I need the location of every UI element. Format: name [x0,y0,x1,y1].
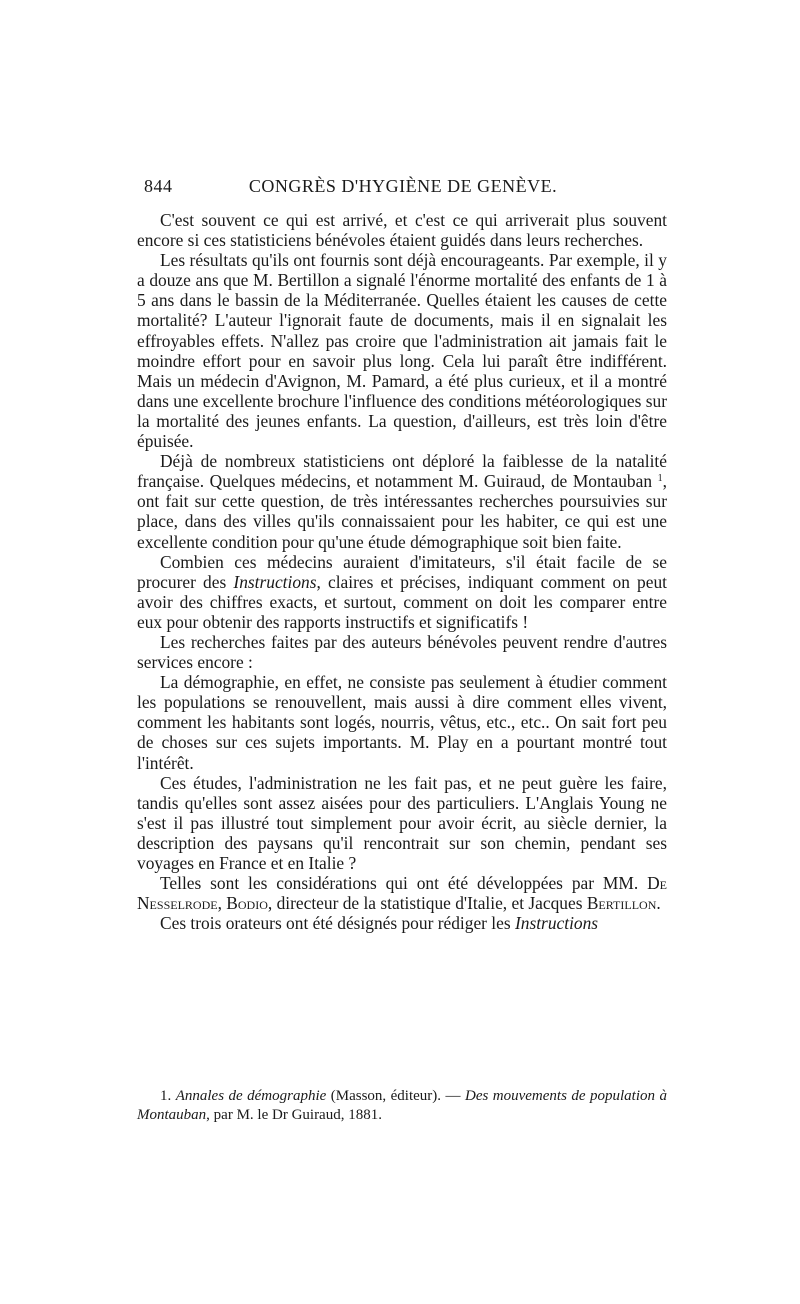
paragraph-8-text-a: Telles sont les considérations qui ont été développées par MM. [160,873,648,894]
footnote-publisher: (Masson, éditeur). — [326,1088,465,1104]
paragraph-8-text-d: . [656,893,661,914]
paragraph-1: C'est souvent ce qui est arrivé, et c'est ce qui arriverait plus souvent encore si ces statisticiens bénévoles étaient guidés dans leurs recherches. [137,210,667,251]
paragraph-4-text-b: , claires et précises, indiquant comment on peut avoir des chiffres exacts, et surtout, comment on doit les comparer entre eux pour obtenir des rapports instructifs et significatifs ! [137,571,667,632]
paragraph-2: Les résultats qu'ils ont fournis sont déjà encourageants. Par exemple, il y a douze ans que M. Bertillon a signalé l'énorme mortalité des enfants de 1 à 5 ans dans le bassin de la Méditerranée. Quelles étaient les causes de cette mortalité? L'auteur l'ignorait faute de documents, mais il en signalait les effroyables effets. N'allez pas croire que l'administration ait jamais fait le moindre effort pour en savoir plus long. Cela lui paraît être indifférent. Mais un médecin d'Avignon, M. Pamard, a été plus curieux, et il a montré dans une excellente brochure l'influence des conditions météorologiques sur la mortalité des jeunes enfants. La question, d'ailleurs, est très loin d'être épuisée. [137,250,667,452]
footnote-1 [137,1087,667,1125]
paragraph-3 [137,451,667,551]
paragraph-6: La démographie, en effet, ne consiste pas seulement à étudier comment les populations se renouvellent, mais aussi à dire comment elles vivent, comment les habitants sont logés, nourris, vêtus, etc., etc.. On sait fort peu de choses sur ces sujets importants. M. Play en a pourtant montré tout l'intérêt. [137,672,667,773]
paragraph-3-text-a: Déjà de nombreux statisticiens ont déploré la faiblesse de la natalité française. Quelques médecins, et notamment M. Guiraud, de Montauban [137,451,667,492]
footnote-work-1: Annales de démographie [175,1088,327,1104]
page-number: 844 [144,176,173,196]
footnote-reference: 1 [657,473,663,485]
speaker-name-bodio: Bodio [226,893,268,914]
speaker-name-bertillon: Bertillon [586,893,657,914]
paragraph-5: Les recherches faites par des auteurs bénévoles peuvent rendre d'autres services encore : [137,631,667,673]
paragraph-3-text-b: , ont fait sur cette question, de très intéressantes recherches poursuivies sur place, dans des villes qu'ils connaissaient pour les habiter, ce qui est une excellente condition pour qu'une étude démographique soit bien faite. [137,471,667,552]
footnote-work-2: Des mouvements de population à Montauban [137,1088,667,1123]
paragraph-9 [137,913,667,933]
running-title: CONGRÈS D'HYGIÈNE DE GENÈVE. [248,176,558,196]
paragraph-8-text-c: , directeur de la statistique d'Italie, et Jacques [267,893,587,914]
running-header [144,176,662,200]
paragraph-8-text-b: , [217,893,227,914]
paragraph-4 [137,552,667,632]
speaker-name-nesselrode: De Nesselrode [137,873,667,914]
instructions-italic-2: Instructions [514,913,599,934]
paragraph-4-text-a: Combien ces médecins auraient d'imitateurs, s'il était facile de se procurer des [137,551,667,592]
instructions-italic: Instructions [233,571,317,592]
footnote-tail: , par M. le Dr Guiraud, 1881. [206,1107,382,1123]
body-text [137,210,667,933]
paragraph-7: Ces études, l'administration ne les fait pas, et ne peut guère les faire, tandis qu'elles sont assez aisées pour des particuliers. L'Anglais Young ne s'est il pas illustré tout simplement pour avoir écrit, au siècle dernier, la description des paysans qu'il rencontrait sur son chemin, pendant ses voyages en France et en Italie ? [137,772,667,873]
footnotes [137,1087,667,1125]
footnote-number: 1. [160,1088,176,1104]
paragraph-9-text: Ces trois orateurs ont été désignés pour rédiger les [160,913,515,934]
paragraph-8 [137,873,667,913]
